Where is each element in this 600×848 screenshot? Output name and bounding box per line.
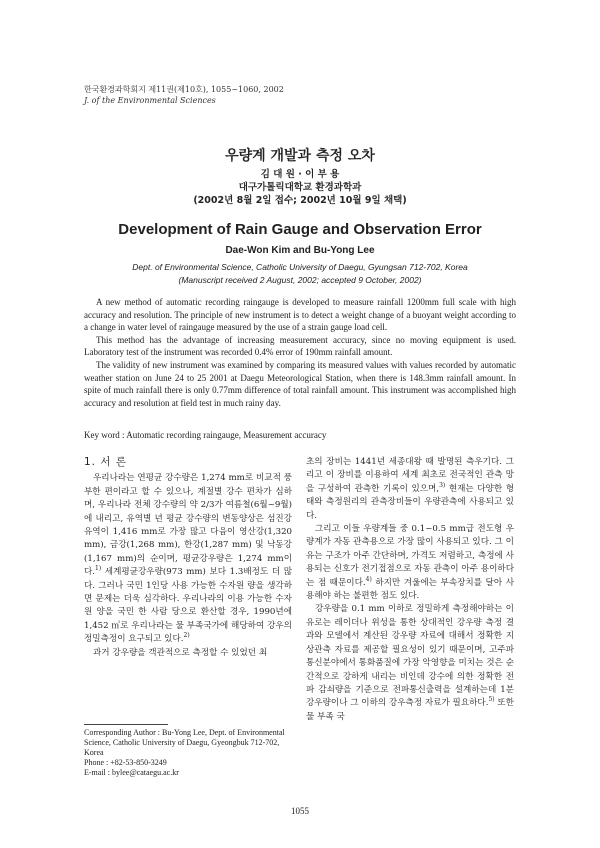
body-text: 초의 장비는 1441년 세종대왕 때 발명된 측우기다. 그리고 이 장비를 이용하여 세계 최초로 전국적인 관측 망을 구성하여 관측한 기록이 있으며,: [306, 457, 514, 494]
citation-ref: 5): [488, 696, 495, 704]
affiliation-en: Dept. of Environmental Science, Catholic University of Daegu, Gyungsan 712-702, Korea: [132, 262, 468, 272]
citation-ref: 2): [183, 632, 190, 640]
body-text: 강우량을 0.1 mm 이하로 정밀하게 측정해야하는 이유로는 레이더나 위성을 통한 상대적인 강우량 측정 결과와 모델에서 계산된 강우량 자료에 대해서 정확한 지상관측 자료를 제공할 필요성이 있기 때문이며, 고주파통신분야에서 통화품질에 가장 악영향을 미치는 것은 순간적으로 강하게 내리는 비인데 강수에 의한 정확한 전파 감쇠량을 기준으로 전파통신출력을 설계하는데 1분 강우량이나 그 이하의 강우측정 자료가 필요하다.: [306, 604, 514, 709]
journal-citation-ko: 한국환경과학회지 제11권(제10호), 1055~1060, 2002: [84, 85, 284, 94]
body-column-right: [306, 456, 514, 724]
author-block-ko: [0, 168, 600, 207]
body-text: 그리고 이들 우량계들 중 0.1~0.5 mm급 전도형 우량계가 자동 관측용으로 가장 많이 사용되고 있다. 그 이유는 구조가 아주 간단하며, 가격도 저렴하고, 측정에 사용되는 신호가 전기접점으로 자동 관측이 아주 용이하다는 점 때문이다.: [306, 524, 514, 588]
body-paragraph: [84, 472, 292, 646]
abstract-paragraph: The validity of new instrument was examined by comparing its measured values with values recorded by automatic weather station on June 24 to 25 2001 at Daegu Meteorological Station, when there is 148.3mm rainfall amount. In spite of much rainfall there is only 0.77mm difference of total rainfall amount. This instrument was accomplished high accuracy and resolution at field test in much rainy day.: [84, 359, 516, 408]
received-dates-ko: (2002년 8월 2일 접수; 2002년 10월 9일 채택): [193, 195, 407, 206]
authors-en: Dae-Won Kim and Bu-Yong Lee: [225, 245, 375, 256]
body-text: 현재는 다양한 형태와 측정원리의 관측장비들이 우량관측에 사용되고 있다.: [306, 483, 514, 521]
body-paragraph: [306, 603, 514, 724]
body-text: 또한 물 부족 국: [306, 698, 514, 722]
journal-citation-en: J. of the Environmental Sciences: [84, 96, 216, 105]
paper-title-en: Development of Rain Gauge and Observation Error: [118, 221, 482, 238]
abstract-paragraph: A new method of automatic recording raingauge is developed to measure rainfall 1200mm full scale with high accuracy and resolution. The principle of new instrument is to detect a weight change of a buoyant weight according to a change in water level of raingauge measured by the use of a strain gauge load cell.: [84, 297, 516, 333]
abstract: [84, 296, 516, 409]
body-text: 우리나라는 연평균 강수량은 1,274 mm로 비교적 풍부한 편이라고 할 수 있으나, 계절별 강수 편차가 심하며, 우리나라 전체 강수량의 약 2/3가 여름철(6월~9월)에 내리고, 유역별 년 평균 강수량의 변동양상은 섬진강 유역이 1,416 mm로 가장 많고 다음이 영산강(1,320 mm), 금강(1,268 mm), 한강(1,287 mm) 및 낙동강(1,167 mm)의 순이며, 평균강우량은 1,274 mm이다.: [84, 473, 292, 578]
body-paragraph: [306, 456, 514, 523]
footnote-email: E-mail : bylee@cataegu.ac.kr: [84, 768, 179, 777]
paper-title-ko: 우량계 개발과 측정 오차: [225, 148, 375, 164]
body-paragraph: [306, 523, 514, 603]
corresponding-author-footnote: [84, 728, 294, 778]
footnote-divider: [84, 724, 168, 725]
body-text: 세계평균강우량(973 mm) 보다 1.3배정도 더 많다. 그러나 국민 1인당 사용 가능한 수자원 량을 생각하면 문제는 더욱 심각하다. 우리나라의 이용 가능한 수자원 양을 국민 한 사람 당으로 환산할 경우, 1990년에 1,452 ㎥로 우리나라는 물 부족국가에 해당하여 강우의 정밀측정이 요구되고 있다.: [84, 567, 292, 645]
journal-citation: [84, 84, 284, 106]
author-block-en: [0, 261, 600, 287]
section-heading: 1. 서 론: [84, 456, 127, 468]
footnote-phone: Phone : +82-53-850-3249: [84, 758, 167, 767]
citation-ref: 1): [95, 565, 102, 573]
authors-ko: 김 대 원 · 이 부 용: [260, 169, 340, 180]
footnote-author: Corresponding Author : Bu-Yong Lee, Dept. of Environmental Science, Catholic University of Daegu, Gyeongbuk 712-702, Korea: [84, 728, 285, 757]
citation-ref: 3): [439, 481, 446, 489]
received-dates-en: (Manuscript received 2 August, 2002; accepted 9 October, 2002): [178, 275, 422, 285]
affiliation-ko: 대구가톨릭대학교 환경과학과: [238, 182, 362, 193]
abstract-paragraph: This method has the advantage of increasing measurement accuracy, since no moving equipment is used. Laboratory test of the instrument was recorded 0.4% error of 190mm rainfall amount.: [84, 334, 516, 358]
keywords: Key word : Automatic recording raingauge, Measurement accuracy: [84, 430, 327, 440]
citation-ref: 4): [365, 575, 372, 583]
page-number: 1055: [291, 806, 309, 816]
body-paragraph: 과거 강우량을 객관적으로 측정할 수 있었던 최: [93, 647, 268, 658]
body-column-left: [84, 456, 292, 660]
body-text: 하지만 겨울에는 부속장치를 달아 사용해야 하는 불편한 점도 있다.: [306, 577, 514, 602]
